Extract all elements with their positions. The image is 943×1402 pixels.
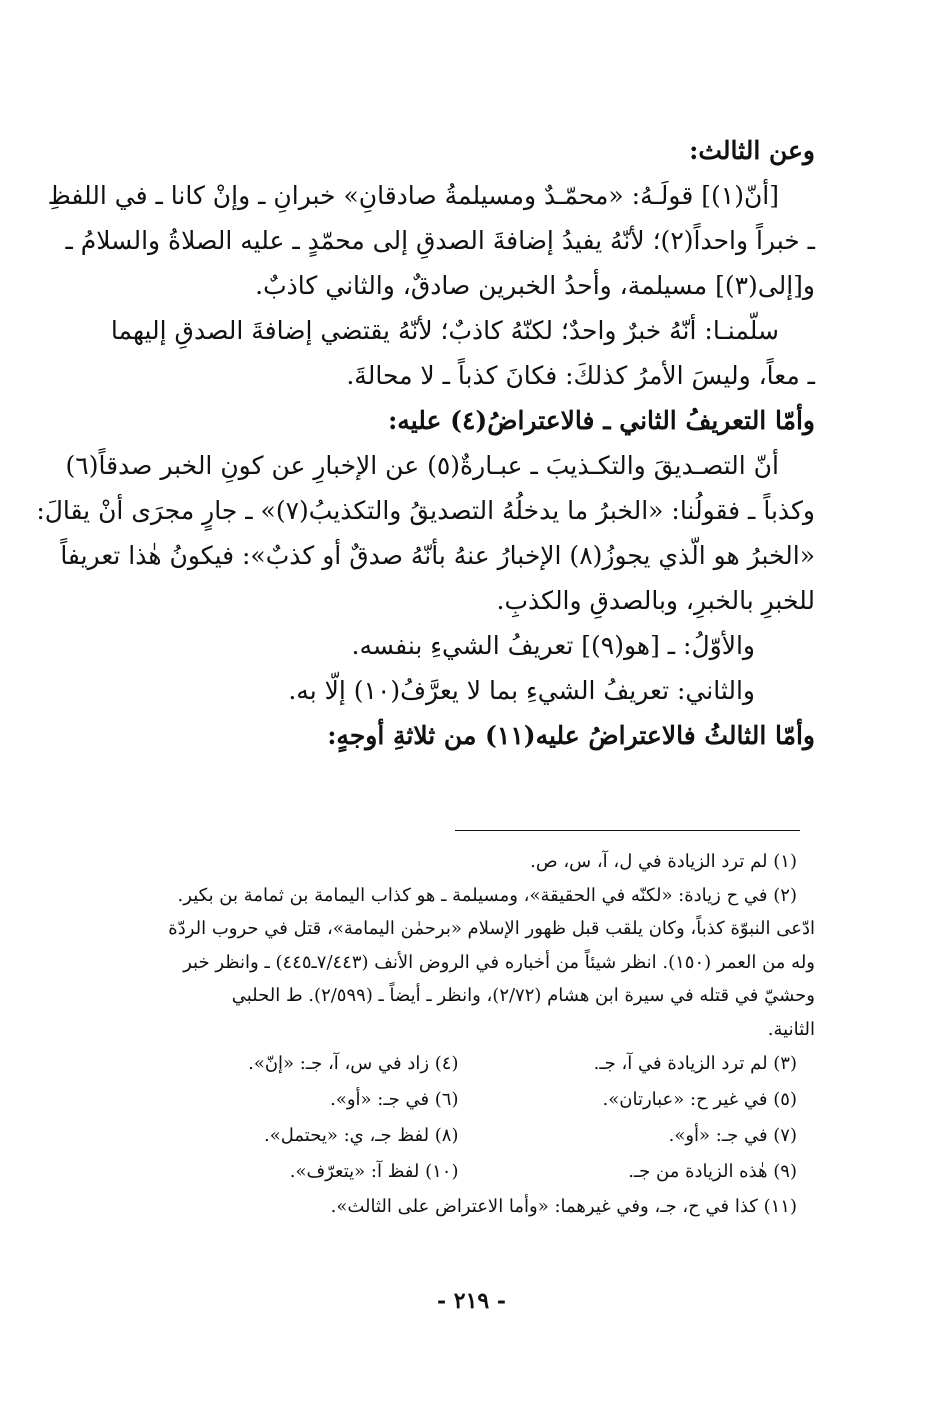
footnote-item: (٣) لم ترد الزيادة في آ، جـ.	[593, 1053, 797, 1074]
footnote-item: (٦) في جـ: «أو».	[330, 1089, 459, 1110]
footnote-divider	[455, 830, 800, 831]
footnote-line: وحشيّ في قتله في سيرة ابن هشام (٢/٧٢)، وانظر ـ أيضاً ـ (٢/٥٩٩). ط الحلبي	[231, 985, 815, 1006]
text-line: والأوّلُ: ـ [هو(٩)] تعريفُ الشيءِ بنفسه.	[351, 631, 755, 660]
footnote-line: ادّعى النبوّة كذباً، وكان يلقب قبل ظهور الإسلام «برحمٰن اليمامة»، قتل في حروب الردّة	[168, 918, 815, 939]
footnote-item: (٧) في جـ: «أو».	[668, 1125, 797, 1146]
text-line: ـ معاً، وليسَ الأمرُ كذلكَ: فكانَ كذباً ـ لا محالةَ.	[346, 361, 815, 390]
footnote-row	[138, 1118, 815, 1154]
footnote-line: (١) لم ترد الزيادة في ل، آ، س، ص.	[530, 851, 797, 872]
text-line: والثاني: تعريفُ الشيءِ بما لا يعرَّفُ(١٠) إلّا به.	[288, 676, 755, 705]
footnote-line: وله من العمر (١٥٠). انظر شيئاً من أخباره في الروض الأنف (٧/٤٤٣ـ٤٤٥) ـ وانظر خبر	[183, 951, 815, 973]
text-line: أنّ التصـديقَ والتكـذيبَ ـ عبـارةٌ(٥) عن الإخبارِ عن كونِ الخبر صدقاً(٦)	[65, 451, 779, 480]
section-heading: وأمّا الثالثُ فالاعتراضُ عليه(١١) من ثلاثةِ أوجهٍ:	[327, 721, 815, 750]
text-line: «الخبرُ هو الّذي يجوزُ(٨) الإخبارُ عنهُ بأنّهُ صدقٌ أو كذبٌ»: فيكونُ هٰذا تعريفاً	[60, 541, 815, 570]
text-line: للخبرِ بالخبرِ، وبالصدقِ والكذبِ.	[496, 586, 815, 615]
section-heading: وأمّا التعريفُ الثاني ـ فالاعتراضُ(٤) عليه:	[388, 406, 815, 435]
section-heading: وعن الثالث:	[689, 136, 815, 165]
text-line: ـ خبراً واحداً(٢)؛ لأنّهُ يفيدُ إضافةَ الصدقِ إلى محمّدٍ ـ عليه الصلاةُ والسلامُ ـ	[65, 226, 815, 255]
text-line: وكذباً ـ فقولُنا: «الخبرُ ما يدخلُهُ التصديقُ والتكذيبُ(٧)» ـ جارٍ مجرَى أنْ يقالَ:	[36, 496, 815, 525]
footnotes	[138, 845, 815, 1224]
main-text	[36, 128, 815, 758]
footnote-row	[138, 1082, 815, 1118]
footnote-row	[138, 1046, 815, 1082]
text-line: و[إلى(٣)] مسيلمة، وأحدُ الخبرين صادقٌ، والثاني كاذبٌ.	[255, 271, 815, 300]
text-line: [أنّ(١)] قولَـهُ: «محمّـدٌ ومسيلمةُ صادقانِ» خبرانِ ـ وإنْ كانا ـ في اللفظِ	[47, 181, 779, 210]
footnote-line: (١١) كذا في ح، جـ، وفي غيرهما: «وأما الاعتراض على الثالث».	[330, 1196, 797, 1217]
page-number: - ٢١٩ -	[436, 1288, 507, 1314]
footnote-item: (٥) في غير ح: «عبارتان».	[602, 1089, 797, 1110]
footnote-line: (٢) في ح زيادة: «لكنّه في الحقيقة»، ومسيلمة ـ هو كذاب اليمامة بن ثمامة بن بكير.	[177, 884, 797, 906]
footnote-line: الثانية.	[767, 1018, 815, 1040]
footnote-item: (١٠) لفظ آ: «يتعرّف».	[289, 1161, 459, 1182]
text-line: سلّمنـا: أنّهُ خبرٌ واحدٌ؛ لكنّهُ كاذبٌ؛ لأنّهُ يقتضي إضافةَ الصدقِ إليهما	[110, 316, 779, 345]
footnote-item: (٤) زاد في س، آ، جـ: «إنّ».	[248, 1053, 459, 1074]
footnote-row	[138, 1154, 815, 1190]
footnote-item: (٨) لفظ جـ، ي: «يحتمل».	[264, 1125, 459, 1146]
footnote-item: (٩) هٰذه الزيادة من جـ.	[628, 1161, 797, 1182]
